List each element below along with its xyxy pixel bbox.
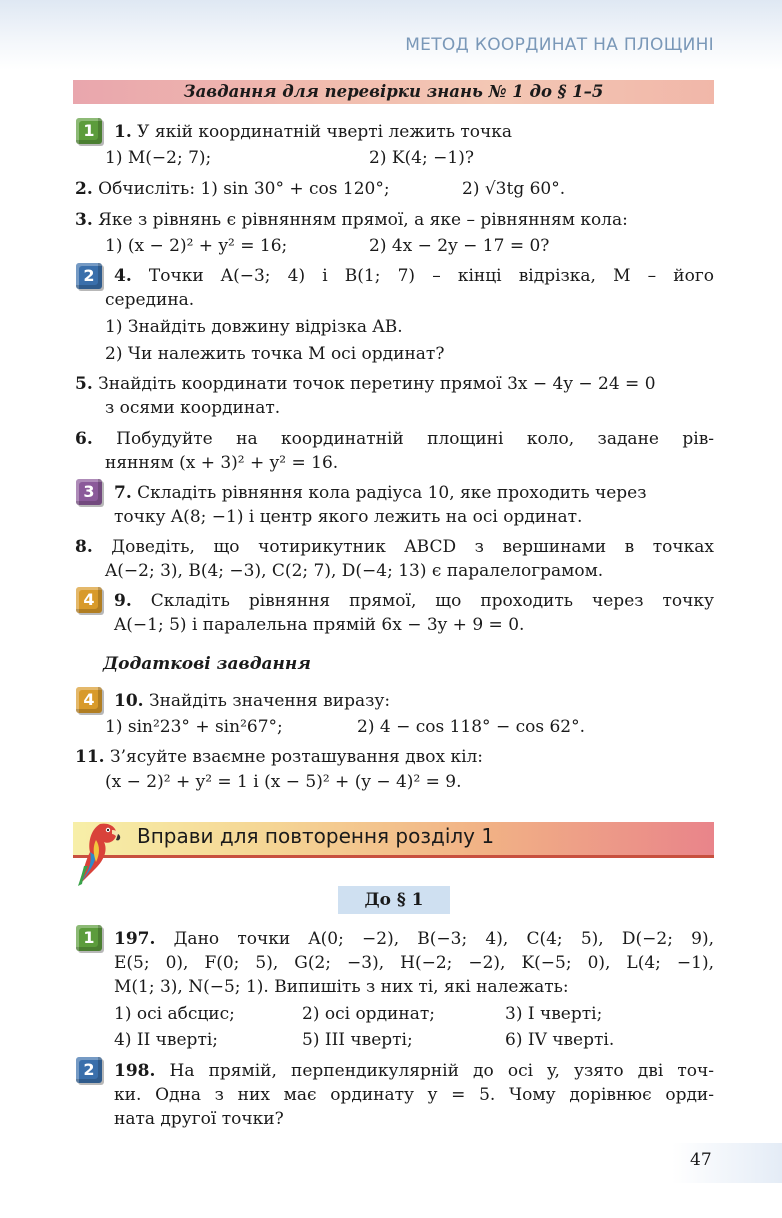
task-4-cont: середина. (105, 290, 195, 310)
task-10-option-1: 1) sin²23° + sin²67°; (105, 717, 283, 737)
exercise-197-option-1: 1) осі абсцис; (114, 1004, 235, 1024)
exercise-197-option-6: 6) IV чверті. (505, 1030, 615, 1050)
task-9-cont: A(−1; 5) і паралельна прямій 6x − 3y + 9 = 0. (114, 615, 525, 635)
level-cube-icon: 2 (76, 1057, 102, 1083)
task-2: 2. Обчисліть: 1) sin 30° + cos 120°; (75, 179, 390, 199)
extra-heading: Додаткові завдання (103, 654, 311, 674)
task-1-option-2: 2) K(4; −1)? (369, 148, 474, 168)
task-8-cont: A(−2; 3), B(4; −3), C(2; 7), D(−4; 13) є паралелограмом. (105, 561, 604, 581)
task-10-option-2: 2) 4 − cos 118° − cos 62°. (357, 717, 586, 737)
task-1-option-1: 1) M(−2; 7); (105, 148, 212, 168)
task-7-cont: точку A(8; −1) і центр якого лежить на осі ординат. (114, 507, 583, 527)
task-1: 1. У якій координатній чверті лежить точка (114, 122, 513, 142)
exercise-198-line-3: ната другої точки? (114, 1109, 284, 1129)
page-number-band (672, 1143, 782, 1183)
exercise-197-option-2: 2) осі ординат; (302, 1004, 435, 1024)
level-cube-icon: 2 (76, 263, 102, 289)
exercise-197-line-3: M(1; 3), N(−5; 1). Випишіть з них ті, які належать: (114, 977, 569, 997)
task-4: 4. Точки A(−3; 4) і B(1; 7) – кінці відрізка, M – його (114, 266, 714, 286)
level-cube-icon: 4 (76, 687, 102, 713)
test-banner: Завдання для перевірки знань № 1 до § 1–5 (73, 80, 714, 104)
exercise-197-option-5: 5) III чверті; (302, 1030, 413, 1050)
task-8: 8. Доведіть, що чотирикутник ABCD з вершинами в точках (75, 537, 714, 557)
task-11-cont: (x − 2)² + y² = 1 і (x − 5)² + (y − 4)² = 9. (105, 772, 462, 792)
level-cube-icon: 1 (76, 925, 102, 951)
task-2-option-2: 2) √3tg 60°. (462, 179, 566, 199)
task-6: 6. Побудуйте на координатній площині коло, задане рів- (75, 429, 715, 449)
task-4-part-1: 1) Знайдіть довжину відрізка AB. (105, 317, 403, 337)
running-head: МЕТОД КООРДИНАТ НА ПЛОЩИНІ (405, 35, 714, 55)
task-5: 5. Знайдіть координати точок перетину прямої 3x − 4y − 24 = 0 (75, 374, 656, 394)
exercise-198: 198. На прямій, перпендикулярній до осі y, узято дві точ- (114, 1061, 714, 1081)
level-cube-icon: 4 (76, 587, 102, 613)
review-title: Вправи для повторення розділу 1 (137, 824, 495, 848)
parrot-icon (74, 820, 122, 886)
task-3: 3. Яке з рівнянь є рівнянням прямої, а яке – рівнянням кола: (75, 210, 628, 230)
page-number: 47 (690, 1150, 712, 1170)
task-3-option-2: 2) 4x − 2y − 17 = 0? (369, 236, 550, 256)
task-3-option-1: 1) (x − 2)² + y² = 16; (105, 236, 288, 256)
task-7: 7. Складіть рівняння кола радіуса 10, яке проходить через (114, 483, 647, 503)
level-cube-icon: 3 (76, 479, 102, 505)
task-10: 10. Знайдіть значення виразу: (114, 691, 391, 711)
exercise-197-option-3: 3) I чверті; (505, 1004, 603, 1024)
task-5-cont: з осями координат. (105, 398, 281, 418)
exercise-198-line-2: ки. Одна з них має ординату y = 5. Чому дорівнює орди- (114, 1085, 714, 1105)
task-11: 11. З’ясуйте взаємне розташування двох кіл: (75, 747, 484, 767)
task-6-cont: нянням (x + 3)² + y² = 16. (105, 453, 339, 473)
level-cube-icon: 1 (76, 118, 102, 144)
exercise-197-option-4: 4) II чверті; (114, 1030, 219, 1050)
task-9: 9. Складіть рівняння прямої, що проходить через точку (114, 591, 714, 611)
section-label: До § 1 (338, 886, 450, 914)
exercise-197-line-2: E(5; 0), F(0; 5), G(2; −3), H(−2; −2), K(−5; 0), L(4; −1), (114, 953, 714, 973)
exercise-197: 197. Дано точки A(0; −2), B(−3; 4), C(4; 5), D(−2; 9), (114, 929, 714, 949)
task-4-part-2: 2) Чи належить точка M осі ординат? (105, 344, 445, 364)
